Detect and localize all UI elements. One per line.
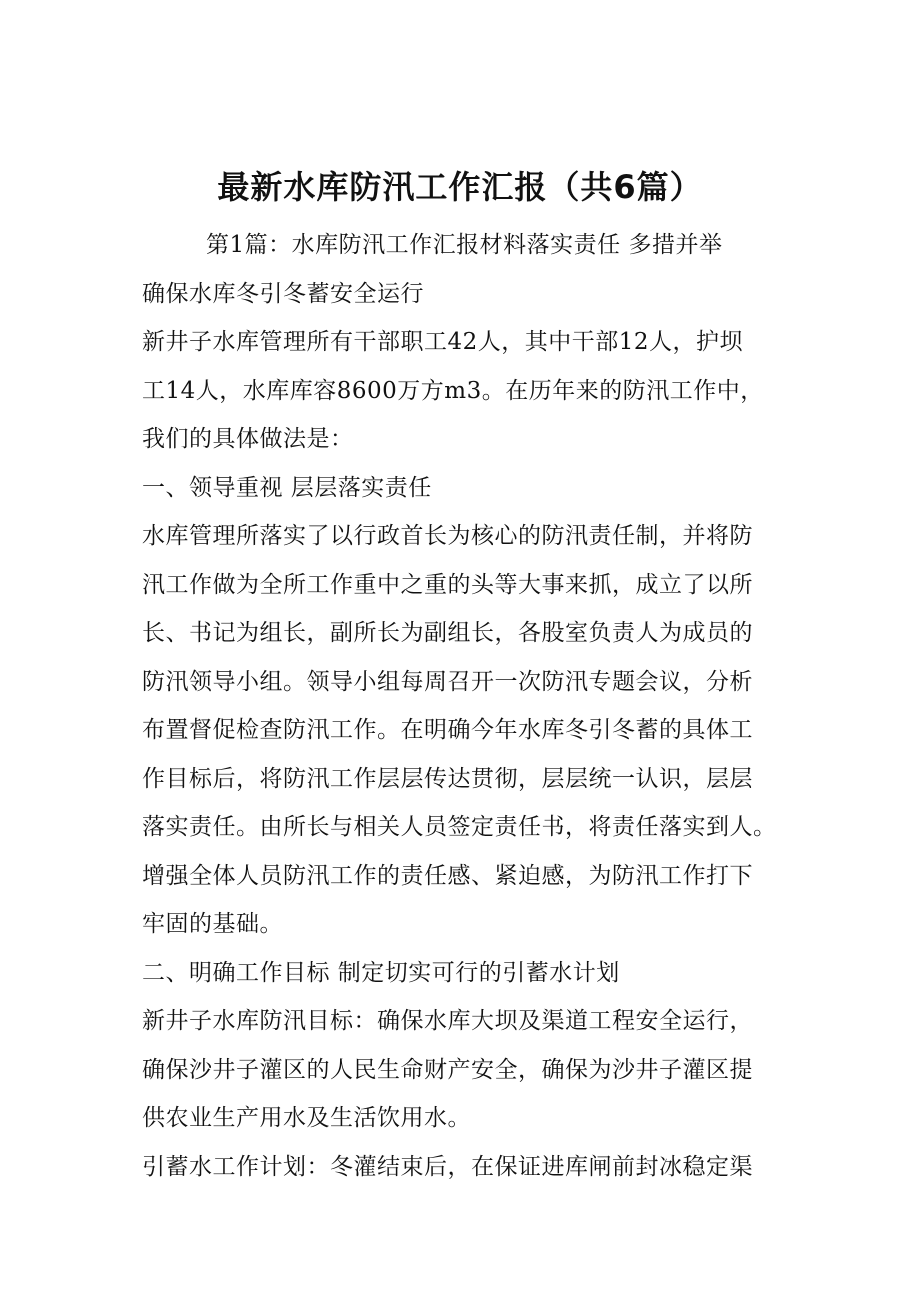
paragraph-line: 新井子水库管理所有干部职工42人，其中干部12人，护坝: [142, 329, 744, 355]
paragraph-line: 落实责任。由所长与相关人员签定责任书，将责任落实到人。: [142, 814, 777, 840]
document-body: [142, 221, 782, 1191]
paragraph-line: 长、书记为组长，副所长为副组长，各股室负责人为成员的: [142, 620, 753, 646]
paragraph-line: 作目标后，将防汛工作层层传达贯彻，层层统一认识，层层: [142, 765, 753, 792]
paragraph-line: 牢固的基础。: [142, 911, 283, 937]
paragraph-line: 增强全体人员防汛工作的责任感、紧迫感，为防汛工作打下: [142, 862, 753, 889]
section-heading-2: 二、明确工作目标 制定切实可行的引蓄水计划: [142, 959, 620, 986]
chapter-heading-continued: 确保水库冬引冬蓄安全运行: [142, 280, 424, 307]
paragraph-line: 工14人，水库库容8600万方m3。在历年来的防汛工作中，: [142, 377, 764, 404]
paragraph-line: 防汛领导小组。领导小组每周召开一次防汛专题会议，分析: [142, 668, 753, 695]
page-title: 最新水库防汛工作汇报（共6篇）: [217, 168, 703, 207]
paragraph-line: 汛工作做为全所工作重中之重的头等大事来抓，成立了以所: [142, 571, 753, 598]
chapter-heading: 第1篇：水库防汛工作汇报材料落实责任 多措并举: [206, 232, 723, 258]
paragraph-line: 引蓄水工作计划：冬灌结束后，在保证进库闸前封冰稳定渠: [142, 1153, 753, 1180]
paragraph-line: 确保沙井子灌区的人民生命财产安全，确保为沙井子灌区提: [142, 1056, 753, 1083]
paragraph-line: 我们的具体做法是：: [142, 426, 354, 452]
paragraph-line: 新井子水库防汛目标：确保水库大坝及渠道工程安全运行，: [142, 1008, 753, 1034]
paragraph-line: 水库管理所落实了以行政首长为核心的防汛责任制，并将防: [142, 523, 753, 549]
section-heading-1: 一、领导重视 层层落实责任: [142, 474, 432, 501]
paragraph-line: 供农业生产用水及生活饮用水。: [142, 1105, 471, 1131]
paragraph-line: 布置督促检查防汛工作。在明确今年水库冬引冬蓄的具体工: [142, 717, 753, 743]
